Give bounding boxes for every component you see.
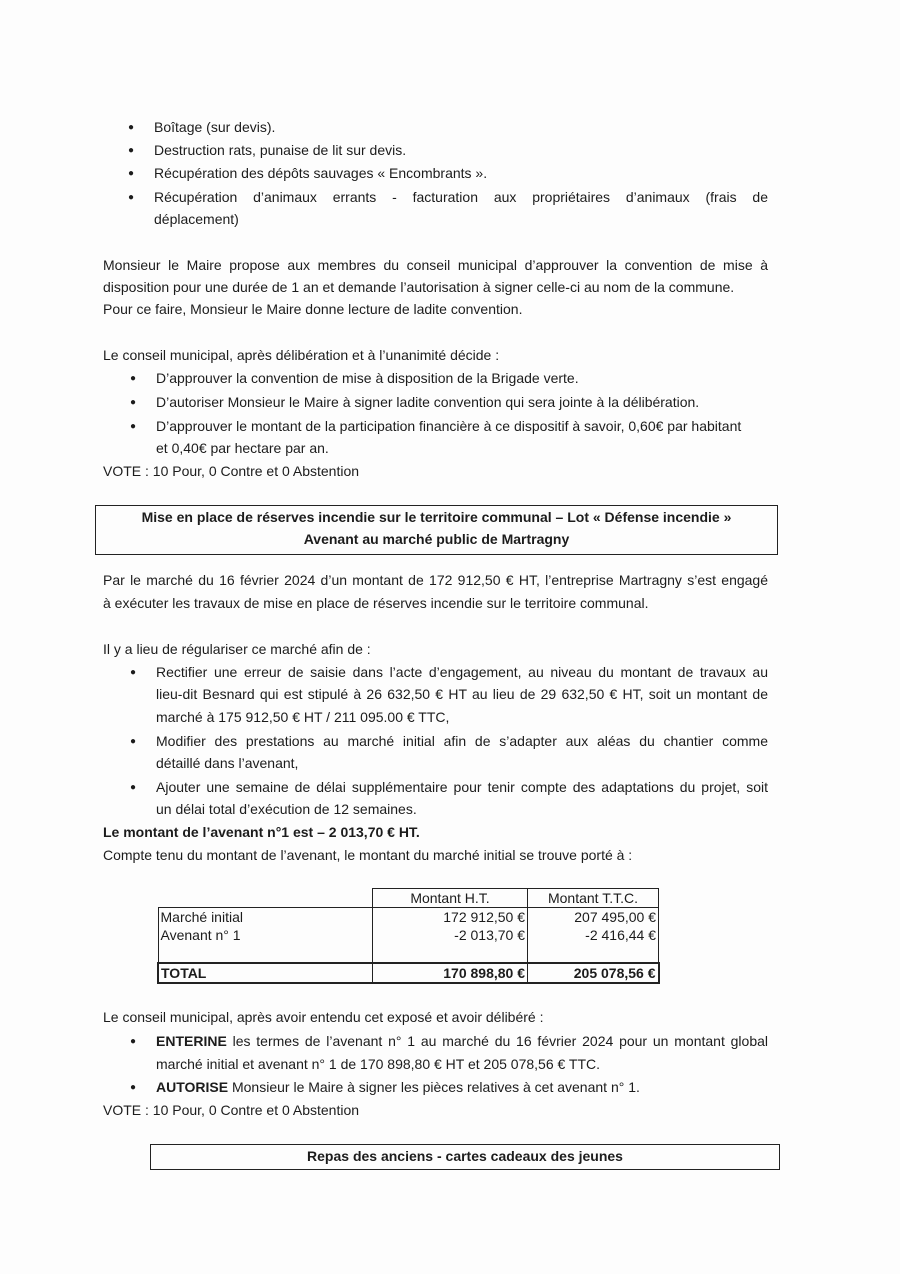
bullet-icon: ●	[130, 736, 137, 747]
row-label: Avenant n° 1	[158, 926, 373, 944]
bullet-icon: ●	[128, 145, 135, 156]
section-title: Mise en place de réserves incendie sur le territoire communal – Lot « Défense incendie »	[141, 509, 732, 525]
bullet-icon: ●	[128, 168, 135, 179]
keyword: AUTORISE	[156, 1079, 229, 1095]
bullet-icon: ●	[128, 192, 135, 203]
bullet-icon: ●	[130, 1082, 137, 1093]
bullet-icon: ●	[130, 397, 137, 408]
list-item-continuation: déplacement)	[154, 211, 239, 227]
cell-ht: 172 912,50 €	[373, 908, 528, 927]
decision-intro: Le conseil municipal, après délibération et à l’unanimité décide :	[103, 347, 500, 363]
list-item: Destruction rats, punaise de lit sur devis.	[154, 142, 407, 158]
list-item: D’approuver la convention de mise à disposition de la Brigade verte.	[156, 370, 579, 386]
list-item-continuation: marché à 175 912,50 € HT / 211 095.00 € TTC,	[156, 709, 450, 725]
paragraph-line: Compte tenu du montant de l’avenant, le montant du marché initial se trouve porté à :	[103, 847, 633, 863]
paragraph-intro: Il y a lieu de régulariser ce marché afin de :	[103, 641, 371, 657]
table-row	[158, 908, 659, 927]
total-label: TOTAL	[158, 963, 373, 983]
decision-intro: Le conseil municipal, après avoir entendu cet exposé et avoir délibéré :	[103, 1009, 544, 1025]
table-row	[158, 926, 659, 944]
paragraph-line: disposition pour une durée de 1 an et demande l’autorisation à signer celle-ci au nom de la commune.	[103, 279, 735, 295]
list-item: Modifier des prestations au marché initial afin de s’adapter aux aléas du chantier comme	[156, 733, 768, 749]
list-item	[156, 1078, 640, 1096]
table-total-row	[158, 963, 659, 983]
paragraph-line: Par le marché du 16 février 2024 d’un montant de 172 912,50 € HT, l’entreprise Martragny s’est engagé	[103, 572, 768, 588]
list-item: Rectifier une erreur de saisie dans l’acte d’engagement, au niveau du montant de travaux au	[156, 664, 768, 680]
total-ttc: 205 078,56 €	[528, 963, 659, 983]
cell-ht: -2 013,70 €	[373, 926, 528, 944]
bullet-icon: ●	[130, 667, 137, 678]
header-ht: Montant H.T.	[373, 889, 528, 908]
vote-result: VOTE : 10 Pour, 0 Contre et 0 Abstention	[103, 1102, 360, 1118]
bullet-icon: ●	[130, 373, 137, 384]
list-item: Ajouter une semaine de délai supplémentaire pour tenir compte des adaptations du projet, soit	[156, 779, 768, 795]
paragraph-line: Pour ce faire, Monsieur le Maire donne lecture de ladite convention.	[103, 301, 523, 317]
list-item-continuation: et 0,40€ par hectare par an.	[156, 440, 329, 456]
list-item: D’approuver le montant de la participation financière à ce dispositif à savoir, 0,60€ par habitant	[156, 418, 742, 434]
bullet-icon: ●	[130, 782, 137, 793]
section-subtitle: Avenant au marché public de Martragny	[303, 531, 570, 547]
section-title-box	[95, 505, 778, 555]
list-item	[156, 1032, 768, 1050]
bullet-icon: ●	[128, 122, 135, 133]
bullet-icon: ●	[130, 421, 137, 432]
list-item-continuation: lieu-dit Besnard qui est stipulé à 26 632,50 € HT au lieu de 29 632,50 € HT, soit un montant de	[156, 686, 768, 702]
keyword: ENTERINE	[156, 1033, 227, 1049]
total-ht: 170 898,80 €	[373, 963, 528, 983]
section-title-box	[150, 1144, 780, 1170]
avenant-amount: Le montant de l’avenant n°1 est – 2 013,70 € HT.	[103, 824, 420, 840]
row-label: Marché initial	[158, 908, 373, 927]
header-ttc: Montant T.T.C.	[528, 889, 659, 908]
table-spacer-row	[158, 944, 659, 963]
list-item: Récupération des dépôts sauvages « Encombrants ».	[154, 165, 488, 181]
cell-ttc: -2 416,44 €	[528, 926, 659, 944]
table-header-row	[158, 889, 659, 908]
list-item-continuation: un délai total d’exécution de 12 semaines.	[156, 801, 417, 817]
paragraph-line: Monsieur le Maire propose aux membres du conseil municipal d’approuver la convention de mise à	[103, 257, 768, 273]
list-item-continuation: détaillé dans l’avenant,	[156, 755, 299, 771]
vote-result: VOTE : 10 Pour, 0 Contre et 0 Abstention	[103, 463, 360, 479]
list-item: D’autoriser Monsieur le Maire à signer ladite convention qui sera jointe à la délibération.	[156, 394, 700, 410]
bullet-icon: ●	[130, 1036, 137, 1047]
amounts-table	[157, 888, 660, 984]
paragraph-line: à exécuter les travaux de mise en place de réserves incendie sur le territoire communal.	[103, 595, 649, 611]
list-item-continuation: marché initial et avenant n° 1 de 170 898,80 € HT et 205 078,56 € TTC.	[156, 1056, 601, 1072]
list-item-text: les termes de l’avenant n° 1 au marché du 16 février 2024 pour un montant global	[226, 1033, 768, 1049]
list-item: Récupération d’animaux errants - facturation aux propriétaires d’animaux (frais de	[154, 189, 768, 205]
section-title: Repas des anciens - cartes cadeaux des jeunes	[307, 1148, 623, 1164]
list-item-text: Monsieur le Maire à signer les pièces relatives à cet avenant n° 1.	[228, 1079, 640, 1095]
cell-ttc: 207 495,00 €	[528, 908, 659, 927]
list-item: Boîtage (sur devis).	[154, 119, 276, 135]
